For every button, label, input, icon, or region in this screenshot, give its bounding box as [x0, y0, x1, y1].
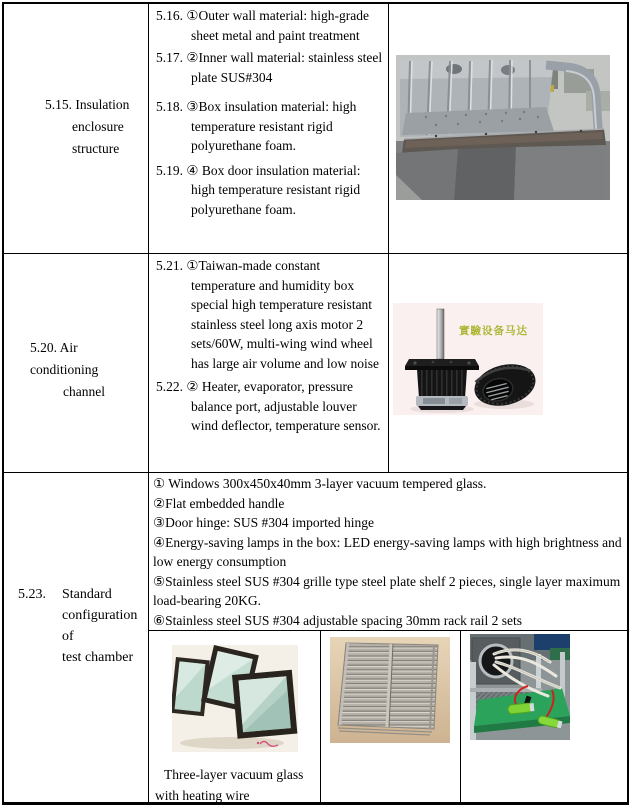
spec-item: 5.22. ② Heater, evaporator, pressure balance port, adjustable louver wind deflector, temperature sensor. [156, 379, 381, 433]
config-item: ④Energy-saving lamps in the box: LED energy-saving lamps with high brightness and low energy consumption [153, 534, 622, 569]
photo-chamber-interior [396, 55, 610, 200]
photo-cable-port [470, 634, 570, 740]
clause-number: 5.23. [18, 587, 46, 602]
motor-photo-watermark-text: 實驗设备马达 [459, 326, 528, 337]
config-item: ③Door hinge: SUS #304 imported hinge [153, 515, 374, 530]
config-item: ②Flat embedded handle [153, 495, 285, 511]
row-air-channel-label [30, 337, 148, 403]
table-border-top [2, 2, 629, 4]
label-line: 5.20. Air conditioning [30, 340, 99, 377]
table-border-left [2, 2, 4, 805]
table-col-divider-1 [148, 4, 149, 802]
label-line: 5.23. Standard [18, 584, 150, 605]
label-line: enclosure [72, 119, 124, 134]
row-insulation-items [156, 6, 384, 219]
table-col-divider-2 [388, 4, 389, 472]
label-line: configuration of [62, 608, 138, 644]
photo-cell-divider-2 [460, 631, 461, 802]
clause-number: 5.20. [30, 340, 57, 355]
spec-item: 5.16. ①Outer wall material: high-grade sheet metal and paint treatment [156, 8, 370, 43]
label-line: test chamber [62, 650, 134, 665]
photo-fan-motor [393, 303, 543, 415]
table-row-divider-2 [4, 472, 627, 473]
spec-item: 5.17. ②Inner wall material: stainless steel plate SUS#304 [156, 50, 383, 85]
label-line: structure [72, 141, 120, 156]
label-line: 5.15. Insulation [45, 97, 130, 112]
row-standard-config-label [18, 584, 150, 668]
table-border-right [627, 2, 629, 805]
photo-wire-shelf [330, 637, 450, 743]
clause-number: 5.15. [45, 97, 72, 112]
config-item: ⑥Stainless steel SUS #304 adjustable spacing 30mm rack rail 2 sets [153, 612, 523, 628]
spec-item: 5.21. ①Taiwan-made constant temperature and humidity box special high temperature resistant stainless steel long axis motor 2 sets/60W, multi-wing wind wheel has large air volume and low noise [156, 258, 379, 371]
table-row-divider-photos [149, 630, 627, 631]
photo-vacuum-glass [172, 645, 298, 752]
table-row-divider-1 [4, 253, 627, 254]
config-item: ⑤Stainless steel SUS #304 grille type steel plate shelf 2 pieces, single layer maximum load-bearing 20KG. [153, 573, 621, 608]
spec-item: 5.18. ③Box insulation material: high temperature resistant rigid polyurethane foam. [156, 99, 357, 153]
row-air-channel-items [156, 256, 384, 436]
row-insulation-label [45, 94, 147, 160]
glass-photo-caption: Three-layer vacuum glass with heating wire [155, 767, 304, 803]
row-standard-config-items [153, 474, 625, 630]
label-line: channel [63, 384, 105, 399]
config-item: ① Windows 300x450x40mm 3-layer vacuum tempered glass. [153, 476, 487, 491]
spec-item: 5.19. ④ Box door insulation material: high temperature resistant rigid polyurethane foam. [156, 162, 361, 217]
